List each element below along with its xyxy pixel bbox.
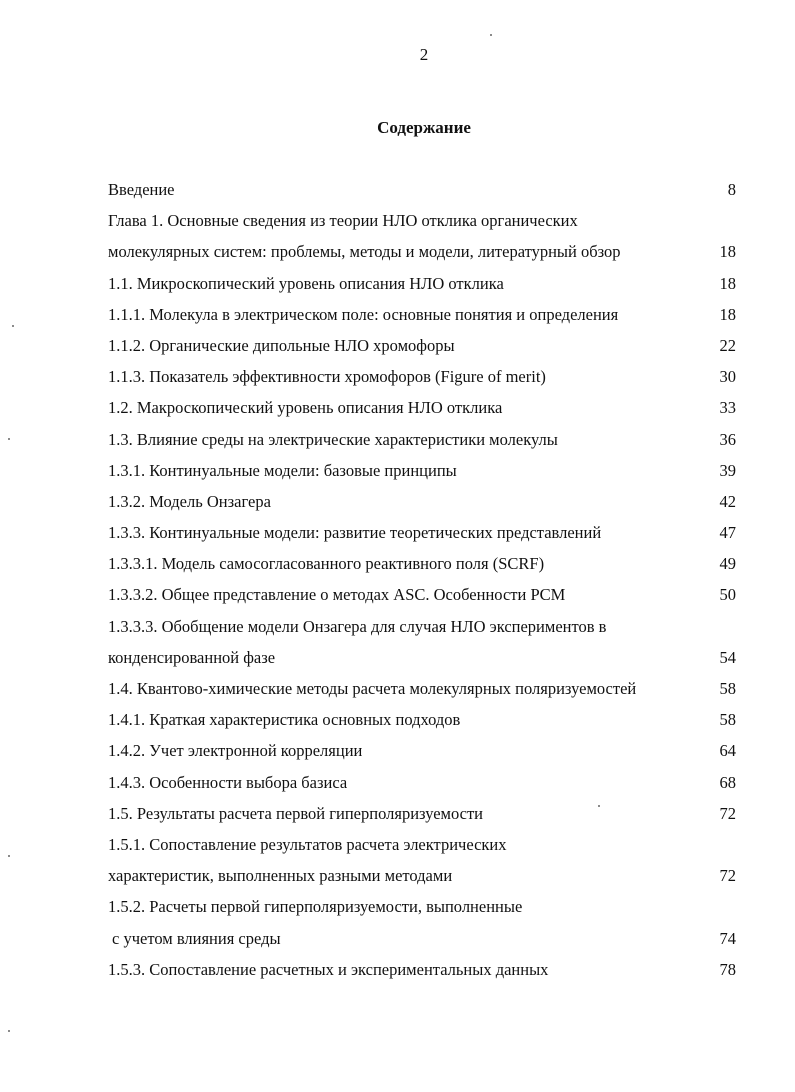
toc-entry [108, 361, 740, 392]
toc-entry-page: 72 [719, 866, 736, 886]
scan-speck [8, 855, 10, 857]
toc-entry-text: Глава 1. Основные сведения из теории НЛО отклика органических [108, 211, 578, 231]
toc-entry [108, 673, 740, 704]
toc-entry-text: 1.3.2. Модель Онзагера [108, 491, 271, 511]
toc-entry-text: 1.3.3. Континуальные модели: развитие теоретических представлений [108, 523, 602, 543]
toc-entry-page: 74 [719, 928, 736, 948]
toc-entry-text: 1.4.3. Особенности выбора базиса [108, 772, 348, 792]
scan-speck [12, 325, 14, 327]
toc-entry-text: характеристик, выполненных разными методами [108, 866, 453, 886]
toc-entry-page: 39 [719, 460, 736, 480]
toc-entry [108, 517, 740, 548]
toc-entry [108, 548, 740, 579]
toc-entry-text: 1.1.1. Молекула в электрическом поле: основные понятия и определения [108, 304, 619, 324]
toc-entry-text: 1.1.3. Показатель эффективности хромофоров (Figure of merit) [108, 367, 546, 387]
toc-entry-text: 1.4.1. Краткая характеристика основных подходов [108, 710, 461, 730]
toc-entry [108, 424, 740, 455]
toc-entry [108, 642, 740, 673]
toc-entry-page: 22 [719, 335, 736, 355]
toc-entry-text: молекулярных систем: проблемы, методы и модели, литературный обзор [108, 242, 621, 262]
toc-entry [108, 954, 740, 985]
toc-entry [108, 767, 740, 798]
toc-entry-text: 1.5.3. Сопоставление расчетных и экспериментальных данных [108, 959, 549, 979]
toc-entry-page: 47 [719, 523, 736, 543]
toc-entry-page: 49 [719, 554, 736, 574]
toc-entry [108, 611, 740, 642]
toc-entry [108, 486, 740, 517]
toc-entry [108, 891, 740, 922]
toc-entry-text: Введение [108, 180, 175, 199]
scan-speck [8, 1030, 10, 1032]
toc-entry-page: 18 [719, 273, 736, 293]
scan-speck [598, 805, 600, 807]
toc-entry [108, 798, 740, 829]
toc-entry-page: 50 [719, 585, 736, 605]
toc-entry-text: 1.3.3.1. Модель самосогласованного реактивного поля (SCRF) [108, 554, 545, 574]
toc-entry-page: 18 [719, 242, 736, 262]
toc-entry [108, 923, 740, 954]
toc-entry-page: 78 [719, 959, 736, 979]
toc-entry [108, 860, 740, 891]
toc-entry [108, 174, 740, 205]
toc-entry-text: 1.3.3.2. Общее представление о методах ASC. Особенности PCM [108, 585, 566, 605]
toc-entry-text: с учетом влияния среды [112, 928, 281, 948]
toc-entry-text: 1.5.2. Расчеты первой гиперполяризуемости, выполненные [108, 897, 523, 917]
toc-entry [108, 236, 740, 267]
scan-speck [8, 438, 10, 440]
toc-entry [108, 392, 740, 423]
table-of-contents [108, 174, 740, 985]
toc-entry-page: 36 [719, 429, 736, 449]
toc-entry [108, 268, 740, 299]
toc-entry-text: 1.1.2. Органические дипольные НЛО хромофоры [108, 335, 455, 355]
toc-entry-page: 68 [719, 772, 736, 792]
toc-entry-text: 1.3. Влияние среды на электрические характеристики молекулы [108, 429, 558, 449]
toc-entry [108, 735, 740, 766]
toc-entry [108, 299, 740, 330]
toc-entry-page: 64 [719, 741, 736, 761]
page-number: 2 [419, 45, 429, 64]
toc-entry [108, 205, 740, 236]
toc-entry-page: 33 [719, 398, 736, 418]
toc-entry-text: 1.5.1. Сопоставление результатов расчета электрических [108, 834, 507, 854]
toc-entry-page: 58 [719, 710, 736, 730]
toc-entry-page: 54 [719, 647, 736, 667]
toc-entry [108, 330, 740, 361]
toc-entry-page: 18 [719, 304, 736, 324]
toc-entry [108, 829, 740, 860]
toc-entry-text: 1.4. Квантово-химические методы расчета молекулярных поляризуемостей [108, 679, 637, 698]
toc-entry-text: 1.3.1. Континуальные модели: базовые принципы [108, 460, 457, 480]
toc-entry [108, 704, 740, 735]
toc-entry-text: 1.4.2. Учет электронной корреляции [108, 741, 363, 761]
toc-entry-page: 58 [719, 679, 736, 698]
toc-entry [108, 455, 740, 486]
toc-entry-text: 1.2. Макроскопический уровень описания НЛО отклика [108, 398, 503, 418]
toc-entry-text: 1.5. Результаты расчета первой гиперполяризуемости [108, 803, 484, 823]
toc-entry-page: 42 [719, 491, 736, 511]
toc-entry [108, 579, 740, 610]
toc-entry-page: 72 [719, 803, 736, 823]
toc-entry-text: 1.1. Микроскопический уровень описания НЛО отклика [108, 273, 504, 293]
scan-speck [490, 34, 492, 36]
toc-entry-page: 30 [719, 367, 736, 387]
table-of-contents-title: Содержание [377, 118, 471, 137]
toc-entry-text: 1.3.3.3. Обобщение модели Онзагера для случая НЛО экспериментов в [108, 616, 607, 636]
toc-entry-text: конденсированной фазе [108, 647, 276, 667]
toc-entry-page: 8 [727, 180, 736, 199]
